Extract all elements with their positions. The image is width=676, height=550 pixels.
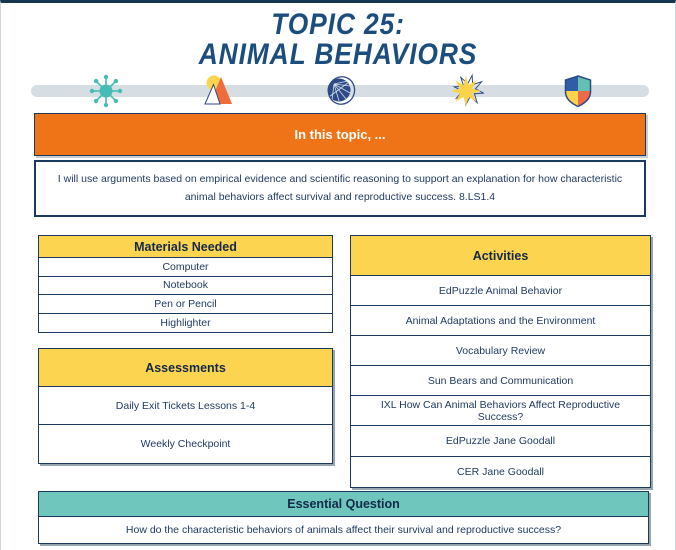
- materials-row: Highlighter: [160, 316, 211, 329]
- materials-row: Notebook: [39, 277, 332, 296]
- shield-badge-icon: [560, 73, 596, 109]
- activities-row: Sun Bears and Communication: [351, 366, 650, 396]
- activities-row: Vocabulary Review: [351, 336, 650, 366]
- mountain-sun-icon: [201, 73, 237, 109]
- virus-icon: [88, 73, 124, 109]
- essential-question-table: [38, 491, 649, 544]
- essential-question-text: How do the characteristic behaviors of animals affect their survival and reproductive success?: [125, 524, 562, 536]
- assessments-header: Assessments: [39, 349, 332, 387]
- activities-row: Animal Adaptations and the Environment: [351, 306, 650, 336]
- assessments-table: [38, 348, 333, 464]
- materials-row: Pen or Pencil: [39, 295, 332, 314]
- globe-icon: [323, 73, 359, 109]
- topic-banner: [34, 113, 646, 156]
- materials-rows: [39, 258, 332, 332]
- topic-banner-title: In this topic, ...: [294, 127, 386, 142]
- activities-row: CER Jane Goodall: [457, 465, 544, 478]
- activities-row: EdPuzzle Animal Behavior: [351, 276, 650, 306]
- starburst-icon: [448, 73, 484, 109]
- materials-row: Computer: [39, 258, 332, 277]
- activities-rows: [351, 276, 650, 487]
- activities-header: Activities: [351, 236, 650, 276]
- activities-row: EdPuzzle Jane Goodall: [351, 426, 650, 456]
- assessments-row: Daily Exit Tickets Lessons 1-4: [39, 387, 332, 425]
- page-title: [1, 10, 675, 70]
- activities-row: IXL How Can Animal Behaviors Affect Reproductive Success?: [351, 396, 650, 426]
- materials-table: [38, 235, 333, 333]
- objective-box: [34, 160, 646, 217]
- page-title-line2: ANIMAL BEHAVIORS: [198, 38, 478, 71]
- assessments-rows: [39, 387, 332, 463]
- materials-header: Materials Needed: [39, 236, 332, 258]
- page-title-line1: TOPIC 25:: [271, 8, 405, 41]
- objective-text: I will use arguments based on empirical evidence and scientific reasoning to support an explanation for how characteristic animal behaviors affect survival and reproductive success. 8.LS1.4: [57, 173, 623, 203]
- essential-question-header: Essential Question: [39, 492, 648, 517]
- assessments-row: Weekly Checkpoint: [140, 438, 231, 450]
- activities-table: [350, 235, 651, 488]
